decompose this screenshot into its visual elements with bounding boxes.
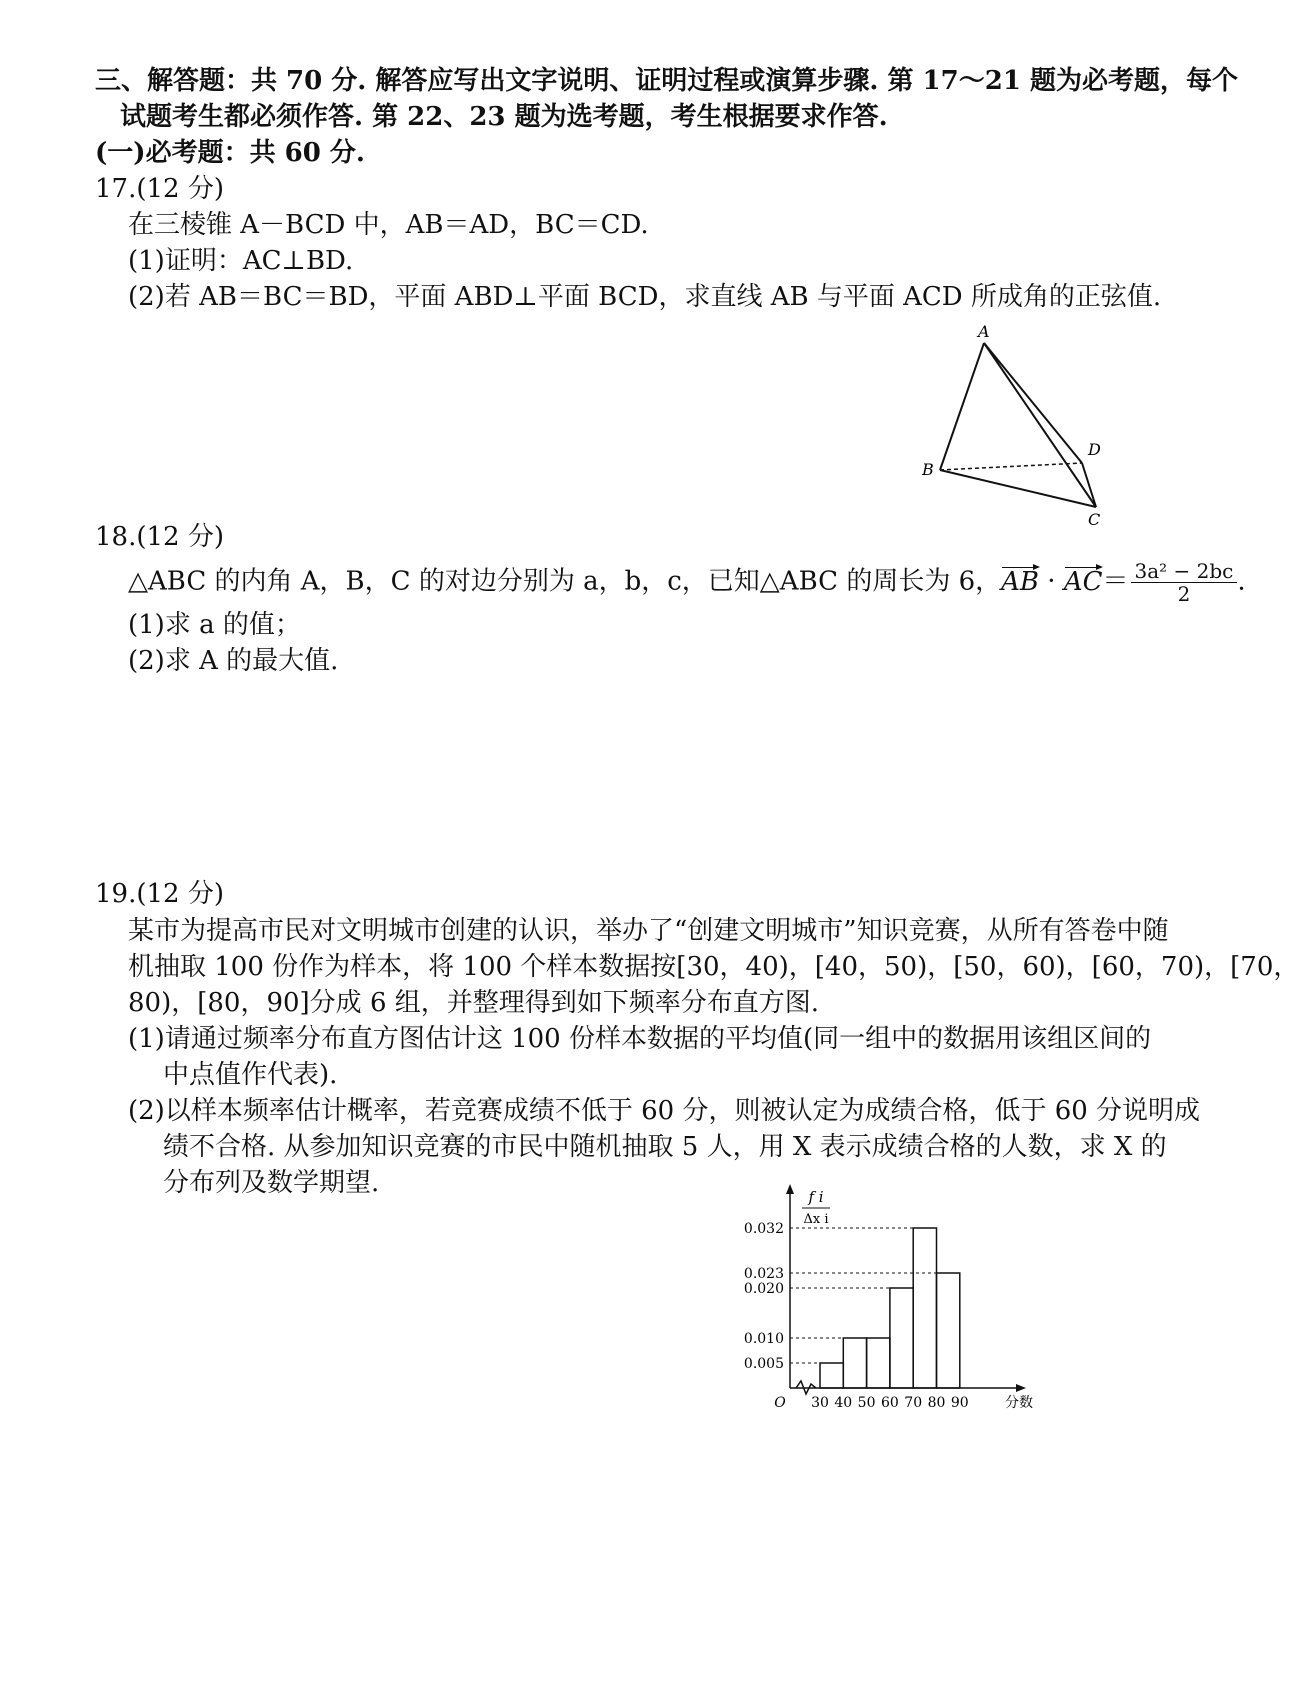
x-tick-label: 90 <box>950 1395 969 1411</box>
y-tick-label: 0.005 <box>743 1356 784 1372</box>
histogram-bar <box>820 1363 843 1388</box>
q19-part1-line2: 中点值作代表). <box>163 1060 338 1090</box>
q19-line3: 80)，[80，90]分成 6 组，并整理得到如下频率分布直方图. <box>128 988 820 1018</box>
edge-ab <box>940 343 984 470</box>
q18-end: . <box>1237 566 1246 597</box>
y-axis-arrow <box>786 1184 794 1194</box>
q18-fraction-numerator: 3a² − 2bc <box>1131 560 1238 583</box>
x-axis-arrow <box>1016 1384 1026 1392</box>
q17-tetrahedron-figure <box>900 322 1120 565</box>
q19-part1-line1: (1)请通过频率分布直方图估计这 100 份样本数据的平均值(同一组中的数据用该组区间的 <box>128 1024 1152 1054</box>
x-tick-label: 30 <box>811 1395 829 1411</box>
q18-number: 18.(12 分) <box>95 522 224 552</box>
edge-cd <box>1082 463 1096 507</box>
section-header-line1: 三、解答题：共 70 分. 解答应写出文字说明、证明过程或演算步骤. 第 17～21 题为必考题，每个 <box>95 66 1238 96</box>
q17-part1: (1)证明：AC⊥BD. <box>128 246 354 276</box>
section-header-line2: 试题考生都必须作答. 第 22、23 题为选考题，考生根据要求作答. <box>120 102 888 132</box>
x-tick-label: 60 <box>880 1395 899 1411</box>
q19-part2-line3: 分布列及数学期望. <box>163 1168 380 1198</box>
q17-part2: (2)若 AB＝BC＝BD，平面 ABD⊥平面 BCD，求直线 AB 与平面 ACD 所成角的正弦值. <box>128 282 1162 312</box>
q19-part2-line1: (2)以样本频率估计概率，若竞赛成绩不低于 60 分，则被认定为成绩合格，低于 60 分说明成 <box>128 1096 1201 1126</box>
q17-stem: 在三棱锥 A－BCD 中，AB＝AD，BC＝CD. <box>128 210 649 240</box>
x-tick-label: 80 <box>927 1395 946 1411</box>
q19-line2: 机抽取 100 份作为样本，将 100 个样本数据按[30，40)，[40，50)，[50，60)，[60，70)，[70， <box>128 952 1299 982</box>
y-axis-label-denominator: Δx i <box>803 1212 829 1227</box>
edge-ad <box>984 343 1082 463</box>
q18-part1: (1)求 a 的值； <box>128 610 301 640</box>
label-d: D <box>1088 440 1101 459</box>
y-axis-label-numerator: f i <box>808 1188 824 1206</box>
y-tick-label: 0.010 <box>743 1331 784 1347</box>
histogram-bar <box>937 1273 960 1388</box>
x-tick-label: 50 <box>857 1395 876 1411</box>
y-tick-label: 0.020 <box>743 1281 784 1297</box>
q19-line1: 某市为提高市民对文明城市创建的认识，举办了“创建文明城市”知识竞赛，从所有答卷中随 <box>128 916 1169 946</box>
edge-bd-hidden <box>940 463 1082 470</box>
y-tick-label: 0.023 <box>743 1266 784 1282</box>
x-axis-label: 分数 <box>1005 1395 1033 1411</box>
label-b: B <box>922 460 934 479</box>
label-c: C <box>1088 510 1101 529</box>
q18-stem-prefix: △ABC 的内角 A，B，C 的对边分别为 a，b，c，已知△ABC 的周长为 6， <box>128 566 1002 597</box>
histogram-bar <box>867 1338 890 1388</box>
label-a: A <box>978 322 990 341</box>
edge-bc <box>940 470 1096 507</box>
q18-part2: (2)求 A 的最大值. <box>128 646 339 676</box>
q18-vector-ac: AC <box>1063 566 1103 597</box>
q18-vector-ab: AB <box>1001 566 1040 597</box>
q18-equals: ＝ <box>1102 566 1129 597</box>
histogram-bar <box>843 1338 866 1388</box>
origin-label: O <box>774 1395 786 1411</box>
histogram-bar <box>913 1228 936 1388</box>
frequency-histogram <box>730 1180 1050 1410</box>
y-tick-label: 0.032 <box>743 1221 784 1237</box>
histogram-bar <box>890 1288 913 1388</box>
q18-stem <box>128 560 1246 605</box>
q18-fraction-denominator: 2 <box>1177 582 1191 606</box>
x-tick-label: 70 <box>904 1395 923 1411</box>
q17-number: 17.(12 分) <box>95 174 224 204</box>
q18-fraction <box>1131 560 1238 605</box>
q19-part2-line2: 绩不合格. 从参加知识竞赛的市民中随机抽取 5 人，用 X 表示成绩合格的人数，求 X 的 <box>163 1132 1167 1162</box>
edge-ac <box>984 343 1096 507</box>
x-tick-label: 40 <box>834 1395 853 1411</box>
q18-dot: · <box>1039 566 1064 597</box>
part1-title: (一)必考题：共 60 分. <box>95 138 365 168</box>
q19-number: 19.(12 分) <box>95 879 224 909</box>
